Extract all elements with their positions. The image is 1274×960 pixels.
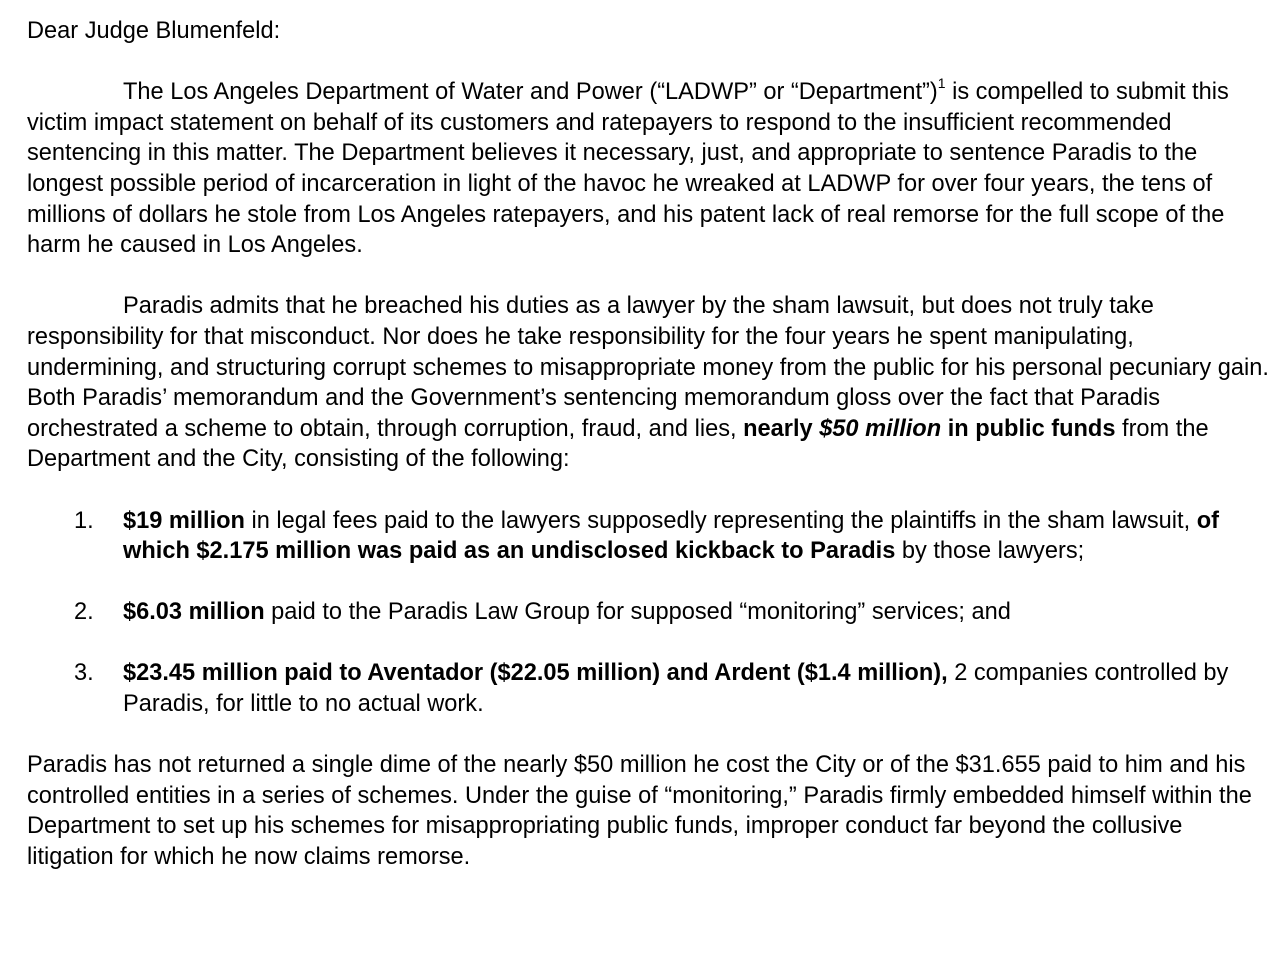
paragraph-intro-text-a: The Los Angeles Department of Water and Power (“LADWP” or “Department”) — [123, 79, 938, 106]
paragraph-admission-text-a: Paradis admits that he breached his duties as a lawyer by the sham lawsuit, but does not truly take responsibility for that misconduct. Nor does he take responsibility for the four years he spent manipulating, undermining, and structuring corrupt schemes to misappropriate money from the public for his personal pecuniary gain. Both Paradis’ memorandum and the Government’s sentencing memorandum gloss over the fact that Paradis orchestrated a scheme to obtain, through corruption, fraud, and lies, — [27, 293, 1269, 442]
funds-list — [27, 506, 1272, 720]
list-item-text-b: by those lawyers; — [895, 538, 1085, 565]
paragraph-admission-amount: $50 million — [819, 415, 942, 442]
list-item-number: 1. — [74, 507, 94, 534]
list-item-number: 3. — [74, 660, 94, 687]
paragraph-admission-text-b: from the Department and the City, consisting of the following: — [27, 415, 1209, 473]
list-item — [27, 506, 1272, 567]
list-item-text-a: 2 companies controlled by Paradis, for little to no actual work. — [123, 660, 1229, 718]
list-item-text-a: in legal fees paid to the lawyers supposedly representing the plaintiffs in the sham lawsuit, — [244, 507, 1197, 534]
list-item-text-a: paid to the Paradis Law Group for supposed “monitoring” services; and — [264, 599, 1011, 626]
paragraph-admission-bold-a: nearly — [743, 415, 820, 442]
list-item — [27, 658, 1272, 719]
paragraph-admission — [27, 291, 1272, 475]
letter-page — [27, 16, 1272, 873]
paragraph-intro-text-b: is compelled to submit this victim impact statement on behalf of its customers and ratepayers to respond to the insufficient recommended sentencing in this matter. The Department believes it necessary, just, and appropriate to sentence Paradis to the longest possible period of incarceration in light of the havoc he wreaked at LADWP for over four years, the tens of millions of dollars he stole from Los Angeles ratepayers, and his patent lack of real remorse for the full scope of the harm he caused in Los Angeles. — [27, 79, 1229, 259]
list-item-bold-a: $19 million — [123, 507, 245, 534]
footnote-reference[interactable]: 1 — [937, 75, 946, 92]
list-item-number: 2. — [74, 599, 94, 626]
paragraph-intro — [27, 77, 1272, 261]
paragraph-admission-bold-b: in public funds — [941, 415, 1116, 442]
paragraph-remorse: Paradis has not returned a single dime of the nearly $50 million he cost the City or of the $31.655 paid to him and his controlled entities in a series of schemes. Under the guise of “monitoring,” Paradis firmly embedded himself within the Department to set up his schemes for misappropriating public funds, improper conduct far beyond the collusive litigation for which he now claims remorse. — [27, 752, 1252, 871]
list-item-bold-a: $6.03 million — [123, 599, 265, 626]
list-item-bold-a: $23.45 million paid to Aventador ($22.05 million) and Ardent ($1.4 million), — [123, 660, 948, 687]
list-item — [27, 597, 1272, 628]
salutation: Dear Judge Blumenfeld: — [27, 18, 281, 44]
list-item-bold-b: of which $2.175 million was paid as an undisclosed kickback to Paradis — [123, 507, 1219, 565]
